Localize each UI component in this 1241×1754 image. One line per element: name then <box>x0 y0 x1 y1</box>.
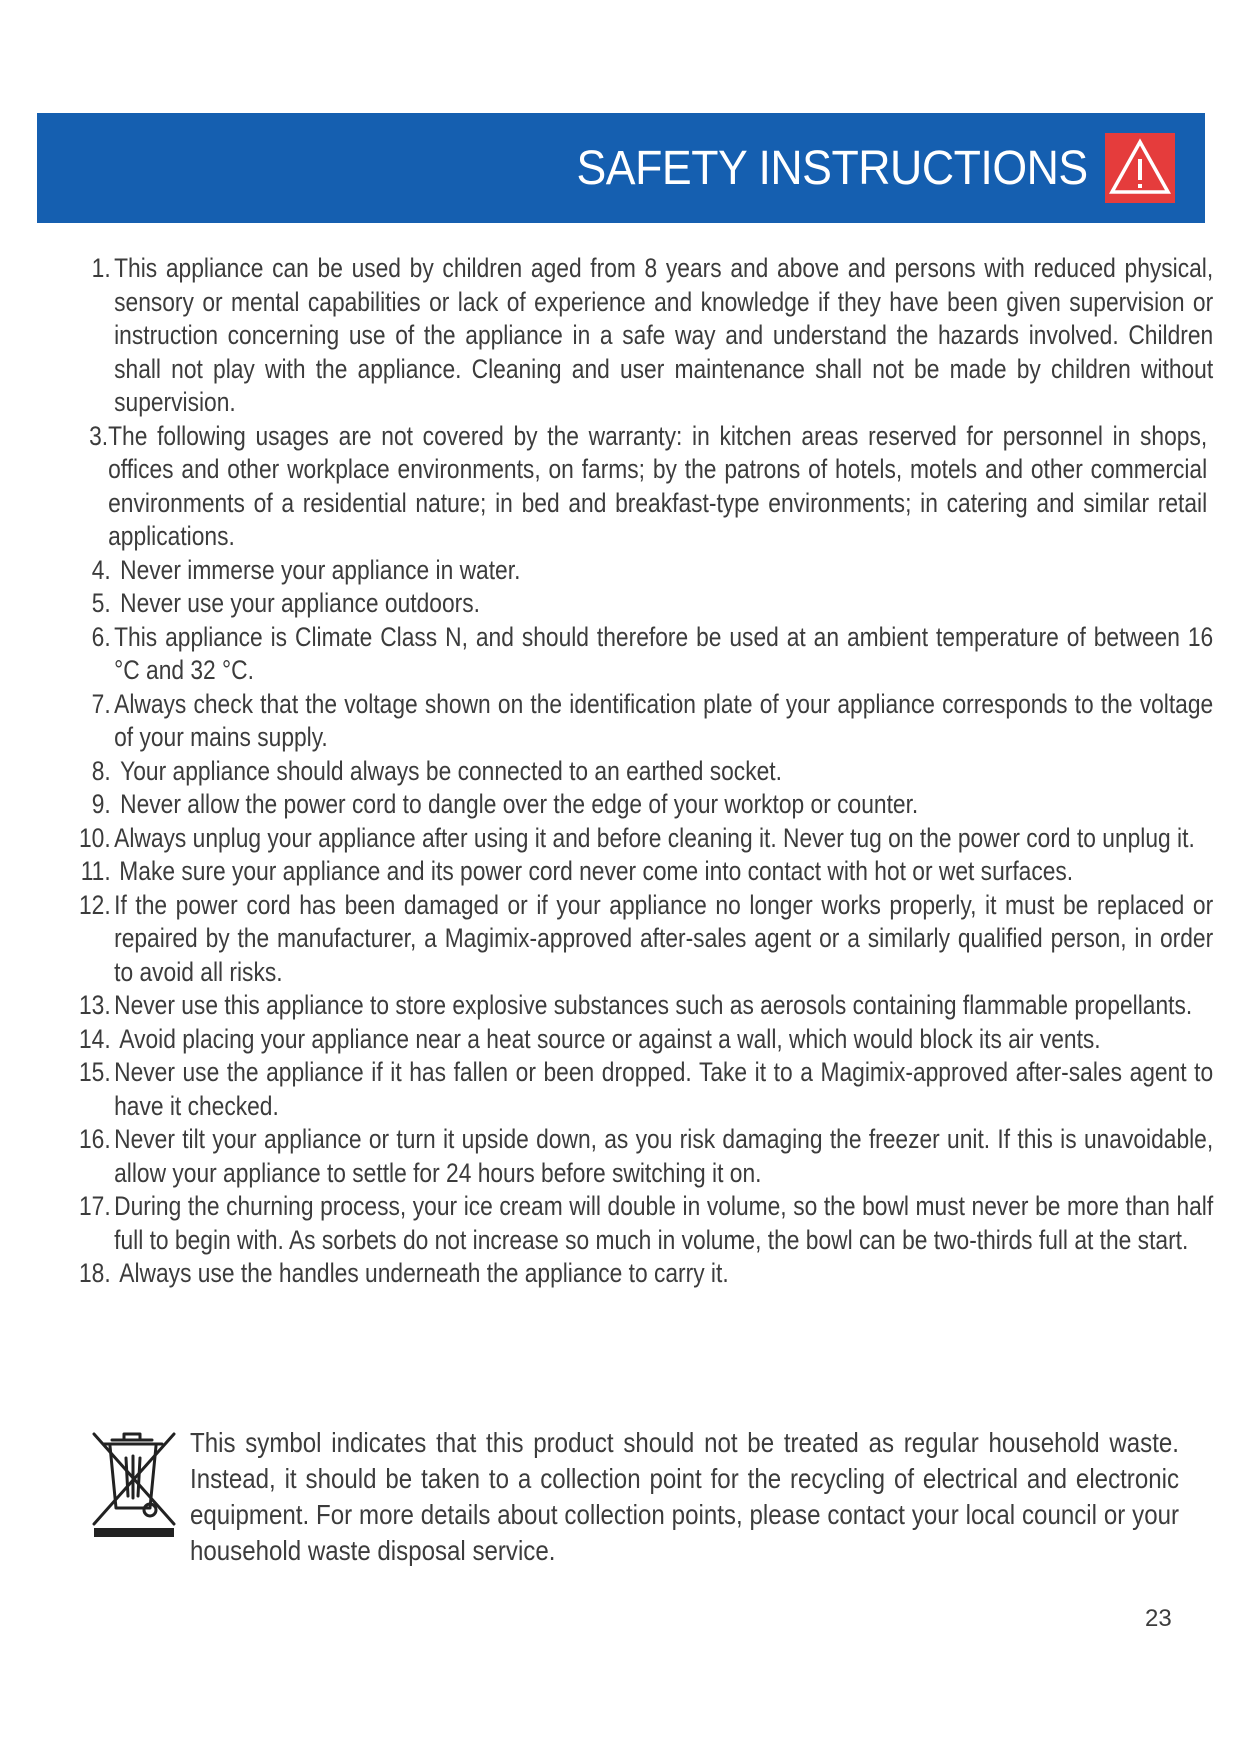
instruction-item <box>78 688 1213 755</box>
instruction-text: The following usages are not covered by the warranty: in kitchen areas reserved for personnel in shops, offices and other workplace environments, on farms; by the patrons of hotels, motels and other commercial environments of a residential nature; in bed and breakfast-type environments; in catering and similar retail applications. <box>108 420 1208 551</box>
instruction-number: 9. <box>91 789 111 819</box>
instruction-item <box>78 1190 1213 1257</box>
warning-triangle-icon <box>1105 133 1175 203</box>
instruction-item <box>78 621 1213 688</box>
instruction-text: Never use the appliance if it has fallen or been dropped. Take it to a Magimix-approved after-sales agent to have it checked. <box>114 1057 1214 1121</box>
instruction-text: Never use your appliance outdoors. <box>120 588 480 618</box>
instruction-text: Never use this appliance to store explosive substances such as aerosols containing flammable propellants. <box>114 990 1193 1020</box>
instruction-item <box>78 755 1207 789</box>
instruction-number: 4. <box>91 554 111 585</box>
instruction-number: 7. <box>91 688 111 719</box>
instruction-number: 18. <box>78 1258 111 1288</box>
crossed-out-wheelie-bin-icon <box>90 1430 178 1540</box>
instruction-number: 1. <box>91 253 111 283</box>
instruction-text: During the churning process, your ice cream will double in volume, so the bowl must never be more than half full to begin with. As sorbets do not increase so much in volume, the bowl can be two-thirds full at the start. <box>114 1191 1214 1255</box>
instruction-number: 17. <box>78 1191 111 1221</box>
instruction-text: Never immerse your appliance in water. <box>120 554 521 585</box>
instruction-item <box>78 1123 1213 1190</box>
weee-text: This symbol indicates that this product should not be treated as regular household waste. Instead, it should be taken to a collection point for the recycling of electrical and electronic equipment. For more details about collection points, please contact your local council or your household waste disposal service. <box>190 1427 1179 1566</box>
weee-notice <box>90 1425 1180 1575</box>
instruction-number: 15. <box>78 1057 111 1087</box>
instruction-item <box>78 889 1213 990</box>
instruction-text: Always check that the voltage shown on the identification plate of your appliance corresponds to the voltage of your mains supply. <box>114 688 1214 752</box>
instruction-item <box>78 822 1213 856</box>
instruction-text: Never tilt your appliance or turn it upside down, as you risk damaging the freezer unit. If this is unavoidable, allow your appliance to settle for 24 hours before switching it on. <box>114 1124 1214 1188</box>
instruction-item <box>78 855 1213 889</box>
instruction-number: 6. <box>91 621 111 652</box>
instruction-number: 10. <box>78 822 111 853</box>
instruction-item <box>78 1257 1213 1291</box>
instruction-text: Never allow the power cord to dangle over the edge of your worktop or counter. <box>120 789 919 819</box>
instruction-item <box>78 554 1207 588</box>
instruction-number: 11. <box>80 856 111 886</box>
instruction-number: 5. <box>91 588 111 618</box>
page-number: 23 <box>1145 1605 1172 1632</box>
instruction-text: Always use the handles underneath the appliance to carry it. <box>119 1258 729 1288</box>
instruction-text: If the power cord has been damaged or if your appliance no longer works properly, it must be replaced or repaired by the manufacturer, a Magimix-approved after-sales agent or a similarly qualified person, in order to avoid all risks. <box>114 889 1214 987</box>
instruction-item <box>78 587 1207 621</box>
instruction-number: 3. <box>89 420 109 451</box>
instruction-item <box>78 420 1207 554</box>
instruction-text: Your appliance should always be connected to an earthed socket. <box>120 755 782 786</box>
instruction-item <box>78 788 1207 822</box>
instruction-number: 13. <box>78 990 111 1020</box>
safety-instructions-list <box>78 252 1214 1291</box>
instruction-number: 8. <box>91 755 111 786</box>
instruction-text: This appliance is Climate Class N, and should therefore be used at an ambient temperature of between 16 °C and 32 °C. <box>114 621 1214 685</box>
instruction-item <box>78 252 1213 420</box>
instruction-item <box>78 1023 1213 1057</box>
instruction-item <box>78 1056 1213 1123</box>
page-title: SAFETY INSTRUCTIONS <box>576 142 1088 195</box>
instruction-text: Make sure your appliance and its power cord never come into contact with hot or wet surfaces. <box>119 856 1074 886</box>
instruction-item <box>78 989 1213 1023</box>
instruction-text: Avoid placing your appliance near a heat source or against a wall, which would block its air vents. <box>119 1023 1101 1054</box>
instruction-text: Always unplug your appliance after using it and before cleaning it. Never tug on the power cord to unplug it. <box>114 822 1195 853</box>
instruction-number: 14. <box>78 1023 111 1054</box>
header-band <box>37 113 1205 223</box>
instruction-number: 12. <box>78 889 111 920</box>
instruction-number: 16. <box>78 1124 111 1154</box>
instruction-text: This appliance can be used by children aged from 8 years and above and persons with reduced physical, sensory or mental capabilities or lack of experience and knowledge if they have been given supervision or instruction concerning use of the appliance in a safe way and understand the hazards involved. Children shall not play with the appliance. Cleaning and user maintenance shall not be made by children without supervision. <box>114 253 1214 417</box>
